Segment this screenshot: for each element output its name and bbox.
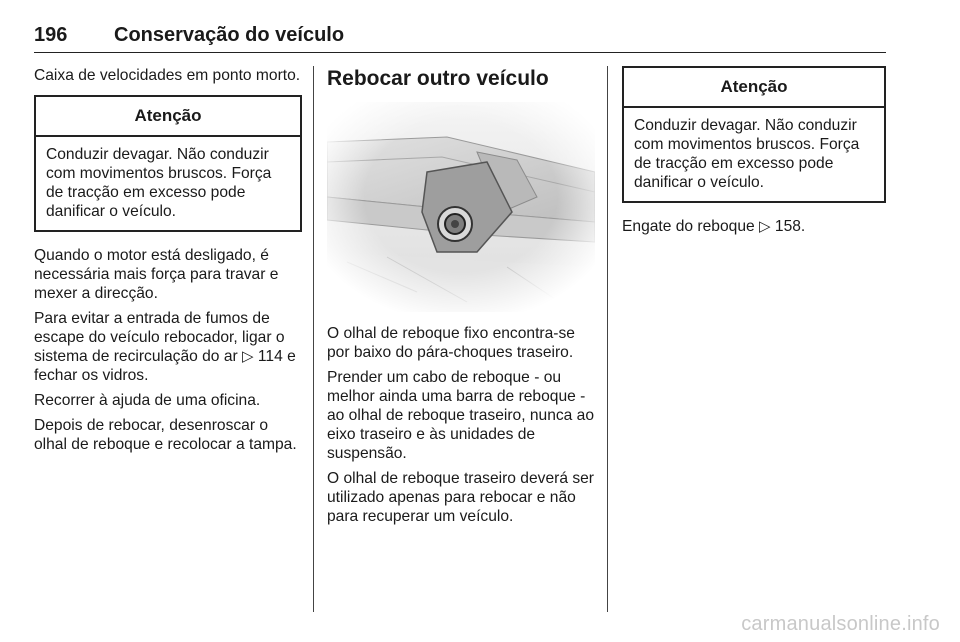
paragraph: Depois de rebocar, desenroscar o olhal de reboque e recolocar a tampa. <box>34 417 297 453</box>
warning-box <box>622 66 886 203</box>
column-divider <box>313 66 314 612</box>
warning-text: Conduzir devagar. Não conduzir com movimentos bruscos. Força de tracção em excesso pode danificar o veículo. <box>634 117 860 191</box>
page-header <box>34 24 886 53</box>
paragraph: Recorrer à ajuda de uma oficina. <box>34 392 261 409</box>
column-right <box>622 66 886 242</box>
column-divider <box>607 66 608 612</box>
page-title: Conservação do veículo <box>114 24 345 46</box>
watermark: carmanualsonline.info <box>741 613 940 635</box>
warning-title: Atenção <box>36 97 300 137</box>
warning-box <box>34 95 302 232</box>
page-reference-triangle-icon: ▷ <box>242 348 254 365</box>
paragraph <box>34 309 302 385</box>
page-reference-link[interactable]: 158 <box>774 218 801 235</box>
paragraph: Prender um cabo de reboque - ou melhor ainda uma barra de reboque - ao olhal de reboque traseiro, nunca ao eixo traseiro e às unidades de suspensão. <box>327 369 595 462</box>
paragraph-text: e fechar os vidros. <box>34 348 296 384</box>
towing-eye-illustration <box>327 102 595 312</box>
column-middle <box>327 66 595 532</box>
paragraph: O olhal de reboque traseiro deverá ser utilizado apenas para rebocar e não para recuperar um veículo. <box>327 470 594 525</box>
warning-text: Conduzir devagar. Não conduzir com movimentos bruscos. Força de tracção em excesso pode danificar o veículo. <box>46 146 272 220</box>
page-number: 196 <box>34 24 68 46</box>
paragraph-text: . <box>800 218 806 235</box>
paragraph-text: Engate do reboque <box>622 218 759 235</box>
section-title: Rebocar outro veículo <box>327 67 549 90</box>
intro-text: Caixa de velocidades em ponto morto. <box>34 67 301 84</box>
warning-title: Atenção <box>624 68 884 108</box>
paragraph: O olhal de reboque fixo encontra-se por baixo do pára-choques traseiro. <box>327 325 575 361</box>
page-reference-link[interactable]: 114 <box>257 348 283 365</box>
column-left <box>34 66 302 460</box>
page-reference-triangle-icon: ▷ <box>759 218 771 235</box>
paragraph-text: Para evitar a entrada de fumos de escape do veículo rebocador, ligar o sistema de recirculação do ar <box>34 310 285 365</box>
paragraph <box>622 217 886 236</box>
paragraph: Quando o motor está desligado, é necessária mais força para travar e mexer a direcção. <box>34 247 279 302</box>
